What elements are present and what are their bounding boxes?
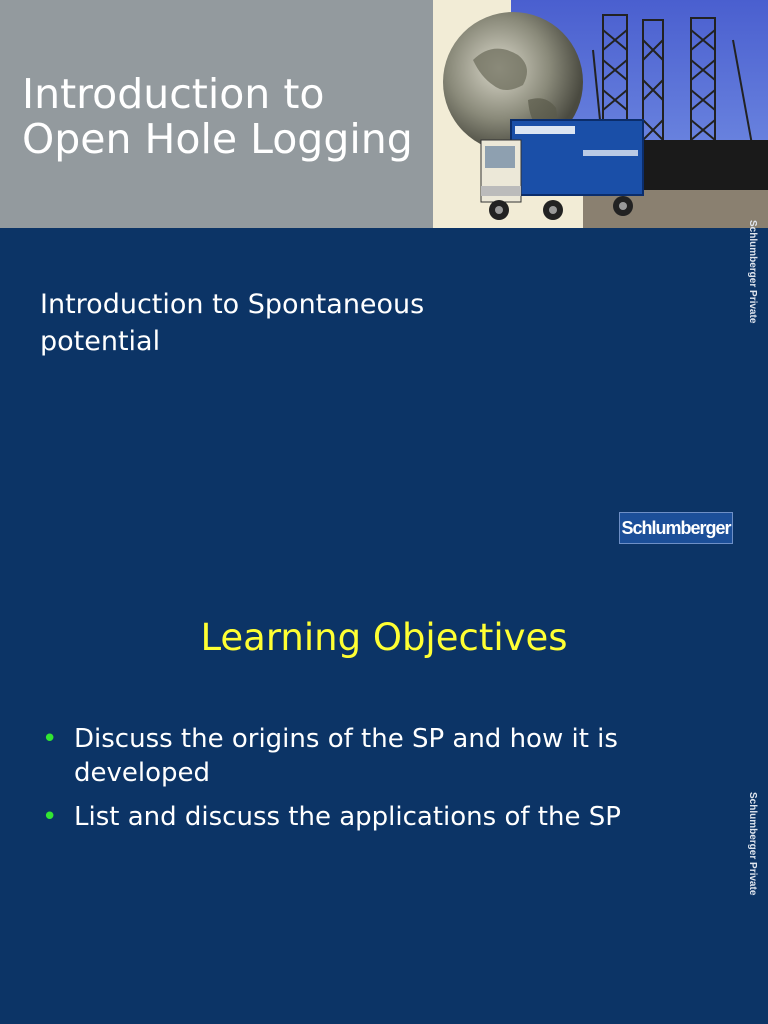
slide-2 bbox=[0, 578, 768, 1024]
objective-text-2: List and discuss the applications of the SP bbox=[74, 802, 621, 832]
watermark-schlumberger-private: Schlumberger Private bbox=[747, 792, 758, 896]
watermark-schlumberger-private: Schlumberger Private bbox=[747, 220, 758, 324]
header-image bbox=[433, 0, 768, 228]
main-title bbox=[22, 72, 413, 162]
subtitle-line1: Introduction to Spontaneous bbox=[40, 289, 425, 320]
objectives-list bbox=[40, 722, 720, 844]
learning-objectives-title: Learning Objectives bbox=[200, 616, 568, 659]
schlumberger-logo: Schlumberger bbox=[619, 512, 733, 544]
bullet-dot-icon: • bbox=[42, 724, 58, 754]
main-title-line2: Open Hole Logging bbox=[22, 115, 413, 163]
objective-text-1a: Discuss the origins of the SP and how it is bbox=[74, 724, 618, 754]
subtitle bbox=[40, 286, 424, 360]
bullet-dot-icon: • bbox=[42, 802, 58, 832]
logging-truck-image bbox=[433, 0, 768, 228]
subtitle-line2: potential bbox=[40, 326, 161, 357]
objective-item bbox=[40, 722, 720, 790]
objective-text-1b: developed bbox=[74, 758, 211, 788]
objective-item bbox=[40, 800, 720, 834]
main-title-line1: Introduction to bbox=[22, 70, 325, 118]
